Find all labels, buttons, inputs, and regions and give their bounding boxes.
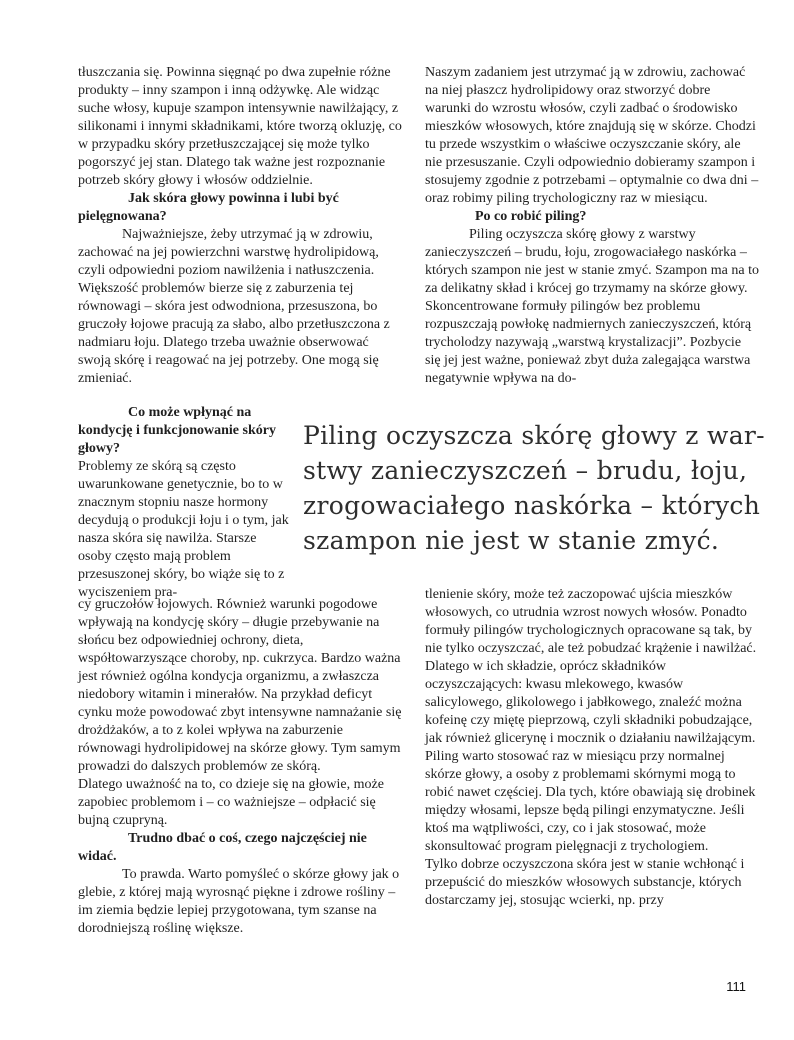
body-paragraph: Piling oczyszcza skórę głowy z warstwy zanieczyszczeń – brudu, łoju, zrogowaciałego naskórka – których szampon nie jest w stanie zmyć. Szampon ma na to za delikatny skład i krócej go trzymamy na skórze głowy. Skoncentrowane formuły pilingów bez problemu rozpuszczają powłokę nadmiernych zanieczyszczeń, którą trycholodzy nazywają „warstwą krystalizacji”. Pozbycie się jej jest ważne, ponieważ zbyt duża zalegająca warstwa negatywnie wpływa na do- xyxy=(425,227,759,386)
body-paragraph: Najważniejsze, żeby utrzymać ją w zdrowiu, zachować na jej powierzchni warstwę hydrolipidową, czyli odpowiedni poziom nawilżenia i natłuszczenia. Większość problemów bierze się z zaburzenia tej równowagi – skóra jest odwodniona, przesuszona, bo gruczoły łojowe pracują za słabo, albo przetłuszczona z nadmiaru łoju. Dlatego trzeba uważnie obserwować swoją skórę i reagować na jej potrzeby. One mogą się zmieniać. xyxy=(78,227,390,386)
question-paragraph: Co może wpłynąć na kondycję i funkcjonowanie skóry głowy? xyxy=(78,405,276,456)
question-paragraph: Jak skóra głowy powinna i lubi być pielęgnowana? xyxy=(78,191,339,224)
question-paragraph: Po co robić piling? xyxy=(475,209,587,224)
body-paragraph: To prawda. Warto pomyśleć o skórze głowy jak o glebie, z której mają wyrosnąć piękne i zdrowe rośliny – im ziemia będzie lepiej przygotowana, tym szanse na dorodniejszą roślinę większe. xyxy=(78,867,400,936)
body-paragraph: cy gruczołów łojowych. Również warunki pogodowe wpływają na kondycję skóry – długie przebywanie na słońcu bez odpowiedniej ochrony, dieta, współtowarzyszące choroby, np. cukrzyca. Bardzo ważna jest również ogólna kondycja organizmu, a zwłaszcza niedobory witamin i minerałów. Na przykład deficyt cynku może powodować zbyt intensywne namnażanie się drożdżaków, a to z kolei wpływa na zaburzenie równowagi hydrolipidowej na skórze głowy. Tym samym prowadzi do dalszych problemów ze skórą. xyxy=(78,597,402,774)
body-paragraph: Piling warto stosować raz w miesiącu przy normalnej skórze głowy, a osoby z problemami skórnymi mogą to robić nawet częściej. Dla tych, które obawiają się drobinek między włosami, lepsze będą pilingi enzymatyczne. Jeśli ktoś ma wątpliwości, czy, co i jak stosować, może skonsultować program pielęgnacji z trychologiem. xyxy=(425,749,756,854)
left-column-beside-quote xyxy=(78,404,290,602)
body-paragraph: Naszym zadaniem jest utrzymać ją w zdrowiu, zachować na niej płaszcz hydrolipidowy oraz stworzyć dobre warunki do wzrostu włosów, czyli zadbać o środowisko mieszków włosowych, które znajdują się w skórze. Chodzi tu przede wszystkim o właściwe oczyszczanie skóry, ale nie przesuszanie. Czyli odpowiednio dobieramy szampon i stosujemy zgodnie z potrzebami – optymalnie co dwa dni – oraz robimy piling trychologiczny raz w miesiącu. xyxy=(425,65,759,206)
pull-quote-line: zrogowaciałego naskórka – których xyxy=(303,491,761,520)
left-column-top xyxy=(78,64,402,388)
pull-quote-line: Piling oczyszcza skórę głowy z war- xyxy=(303,421,765,450)
body-paragraph: Problemy ze skórą są często uwarunkowane genetycznie, bo to w znacznym stopniu nasze hormony decydują o produkcji łoju i o tym, jak nasza skóra się nawilża. Starsze osoby często mają problem przesuszonej skóry, bo wiąże się to z wyciszeniem pra- xyxy=(78,459,289,600)
pull-quote-line: szampon nie jest w stanie zmyć. xyxy=(303,526,720,555)
question-paragraph: Trudno dbać o coś, czego najczęściej nie widać. xyxy=(78,831,367,864)
left-column-bottom xyxy=(78,596,402,938)
page-number: 111 xyxy=(726,979,746,994)
right-column-bottom xyxy=(425,586,759,910)
pull-quote-line: stwy zanieczyszczeń – brudu, łoju, xyxy=(303,456,748,485)
pull-quote xyxy=(303,418,765,558)
right-column-top xyxy=(425,64,759,388)
body-paragraph: tlenienie skóry, może też zaczopować ujścia mieszków włosowych, co utrudnia wzrost nowych włosów. Ponadto formuły pilingów trychologicznych opracowane są tak, by nie tylko oczyszczać, ale też pobudzać krążenie i nawilżać. Dlatego w ich składzie, oprócz składników oczyszczających: kwasu mlekowego, kwasów salicylowego, glikolowego i jabłkowego, znaleźć można kofeinę czy miętę pieprzową, czyli składniki pobudzające, jak również glicerynę i mocznik o działaniu nawilżającym. xyxy=(425,587,757,746)
body-paragraph: Dlatego uważność na to, co dzieje się na głowie, może zapobiec problemom i – co ważniejsze – odpłacić się bujną czupryną. xyxy=(78,777,384,828)
body-paragraph: tłuszczania się. Powinna sięgnąć po dwa zupełnie różne produkty – inny szampon i inną odżywkę. Ale widząc suche włosy, kupuje szampon intensywnie nawilżający, z silikonami i innymi składnikami, które tworzą okluzję, co w przypadku skóry przetłuszczającej się może tylko pogorszyć jej stan. Dlatego tak ważne jest rozpoznanie potrzeb skóry głowy i włosów oddzielnie. xyxy=(78,65,402,188)
body-paragraph: Tylko dobrze oczyszczona skóra jest w stanie wchłonąć i przepuścić do mieszków włosowych substancje, których dostarczamy jej, stosując wcierki, np. przy xyxy=(425,857,745,908)
